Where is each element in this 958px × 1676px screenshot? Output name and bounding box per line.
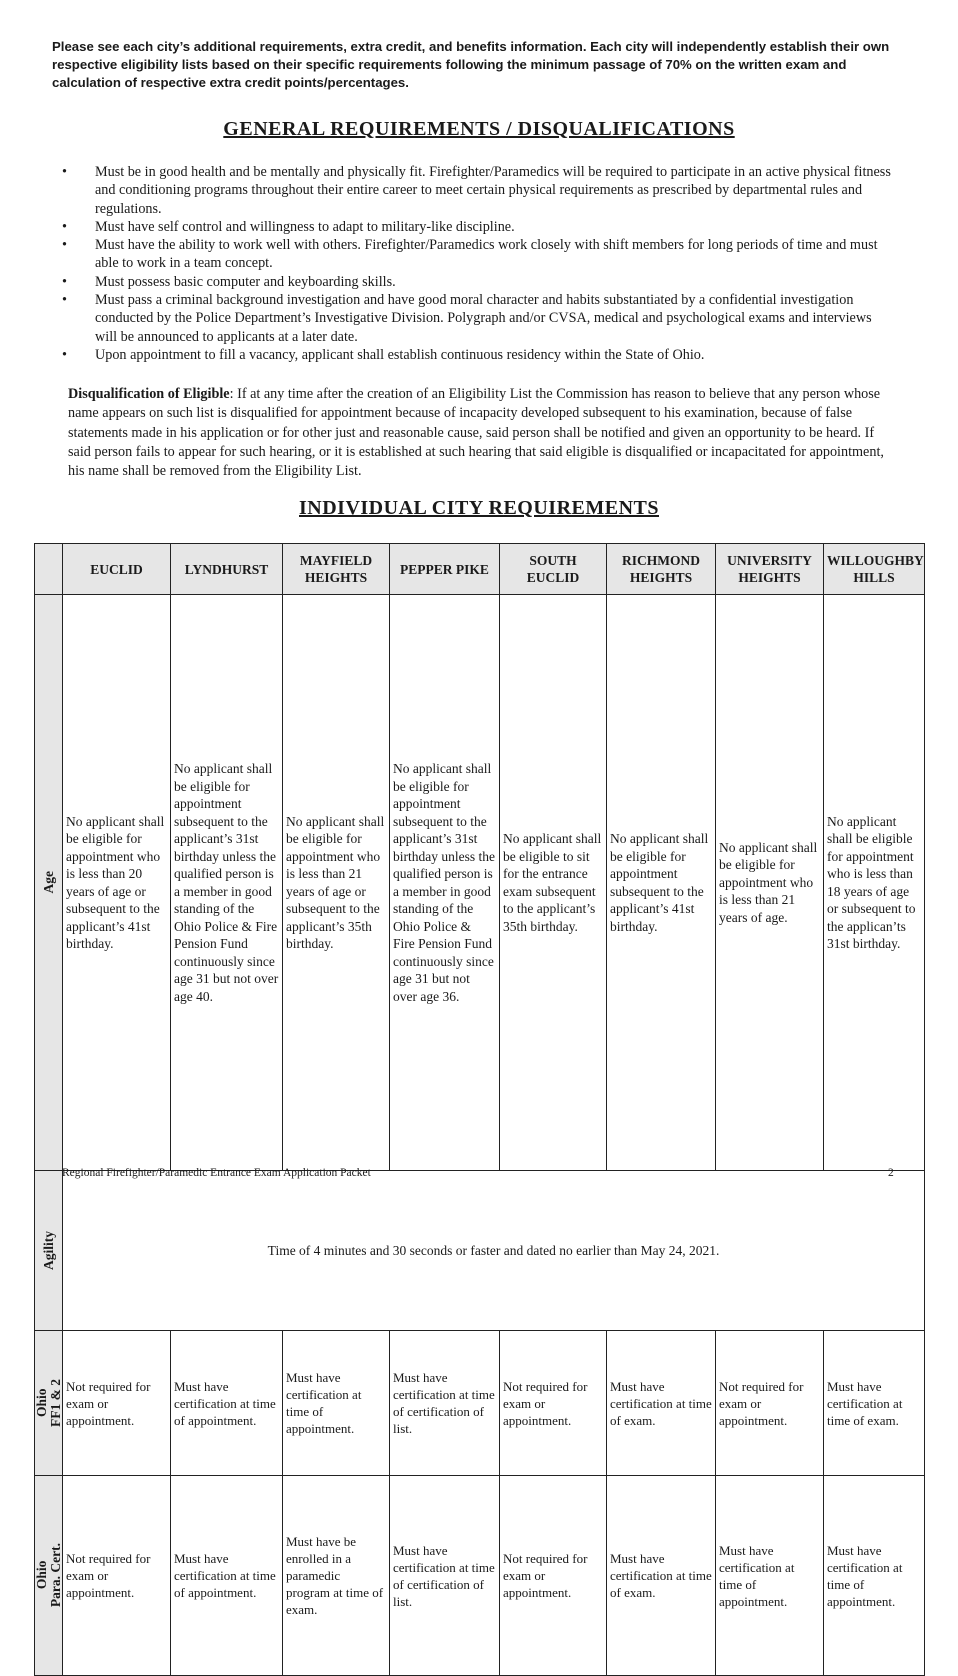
table-row [35, 1171, 925, 1331]
table-cell: Must have certification at time of appointment. [171, 1331, 283, 1476]
column-header: EUCLID [63, 544, 171, 595]
column-header: SOUTH EUCLID [500, 544, 607, 595]
table-cell: Not required for exam or appointment. [63, 1476, 171, 1676]
table-cell: Must have certification at time of appointment. [283, 1331, 390, 1476]
general-requirements-list [62, 163, 892, 364]
list-item: • Must have the ability to work well with others. Firefighter/Paramedics work closely with shift members for long periods of time and must able to work in a team concept. [62, 237, 878, 272]
column-header: WILLOUGHBY HILLS [824, 544, 925, 595]
row-header: Age [35, 595, 63, 1171]
table-cell: Must have certification at time of appointment. [716, 1476, 824, 1676]
table-cell: No applicant shall be eligible for appointment who is less than 20 years of age or subsequent to the applicant’s 41st birthday. [63, 595, 171, 1171]
city-requirements-table [34, 543, 925, 1676]
table-cell: Must have certification at time of exam. [607, 1476, 716, 1676]
table-cell: No applicant shall be eligible to sit for the entrance exam subsequent to the applicant’s 35th birthday. [500, 595, 607, 1171]
column-header: MAYFIELD HEIGHTS [283, 544, 390, 595]
bullet-icon: • [62, 346, 67, 363]
table-cell: No applicant shall be eligible for appointment who is less than 21 years of age or subsequent to the applicant’s 35th birthday. [283, 595, 390, 1171]
page-number: 2 [888, 1167, 894, 1179]
table-cell: Not required for exam or appointment. [716, 1331, 824, 1476]
column-header: RICHMOND HEIGHTS [607, 544, 716, 595]
table-cell: Must have certification at time of exam. [607, 1331, 716, 1476]
table-cell: Not required for exam or appointment. [500, 1331, 607, 1476]
table-cell: No applicant shall be eligible for appointment who is less than 21 years of age. [716, 595, 824, 1171]
table-cell: No applicant shall be eligible for appointment subsequent to the applicant’s 31st birthday unless the qualified person is a member in good standing of the Ohio Police & Fire Pension Fund continuously since age 31 but not over age 36. [390, 595, 500, 1171]
list-item: • Upon appointment to fill a vacancy, applicant shall establish continuous residency within the State of Ohio. [62, 346, 705, 363]
list-item: • Must possess basic computer and keyboarding skills. [62, 273, 396, 290]
table-row [35, 1476, 925, 1676]
table-cell: No applicant shall be eligible for appointment subsequent to the applicant’s 31st birthday unless the qualified person is a member in good standing of the Ohio Police & Fire Pension Fund continuously since age 31 but not over age 40. [171, 595, 283, 1171]
list-item: • Must be in good health and be mentally and physically fit. Firefighter/Paramedics will be required to participate in an active physical fitness and conditioning programs throughout their entire career to meet certain physical requirements as prescribed by departmental rules and regulations. [62, 164, 891, 217]
column-header: UNIVERSITY HEIGHTS [716, 544, 824, 595]
table-cell: Must have certification at time of certification of list. [390, 1331, 500, 1476]
table-cell: Must have certification at time of certification of list. [390, 1476, 500, 1676]
table-cell: Not required for exam or appointment. [63, 1331, 171, 1476]
column-header: PEPPER PIKE [390, 544, 500, 595]
row-header: Ohio Para. Cert. [35, 1476, 63, 1676]
table-cell: Must have certification at time of appointment. [171, 1476, 283, 1676]
column-header: LYNDHURST [171, 544, 283, 595]
bullet-icon: • [62, 164, 67, 180]
disqualification-label: Disqualification of Eligible [68, 386, 230, 402]
row-header: Agility [35, 1171, 63, 1331]
bullet-icon: • [62, 237, 67, 254]
disqualification-paragraph [68, 385, 896, 481]
table-cell: No applicant shall be eligible for appointment who is less than 18 years of age or subsequent to the applican’ts 31st birthday. [824, 595, 925, 1171]
disqualification-text: : If at any time after the creation of an Eligibility List the Commission has reason to believe that any person whose name appears on such list is disqualified for appointment because of incapacity developed subsequent to his examination, because of false statements made in his application or for other just and reasonable cause, said person shall be notified and given an opportunity to be heard. If said person fails to appear for such hearing, or it is established at such hearing that said eligible is disqualified or incapacitated for appointment, his name shall be removed from the Eligibility List. [68, 386, 884, 480]
table-cell: Must have certification at time of appointment. [824, 1476, 925, 1676]
row-header: Ohio FF1 & 2 [35, 1331, 63, 1476]
table-cell: Not required for exam or appointment. [500, 1476, 607, 1676]
table-cell: Must have be enrolled in a paramedic program at time of exam. [283, 1476, 390, 1676]
list-item: • Must pass a criminal background investigation and have good moral character and habits substantiated by a confidential investigation conducted by the Police Department’s Investigative Division. Polygraph and/or CVSA, medical and psychological exams and interviews will be announced to applicants at a later date. [62, 292, 872, 345]
table-cell: Must have certification at time of exam. [824, 1331, 925, 1476]
list-item: • Must have self control and willingness to adapt to military-like discipline. [62, 218, 515, 235]
footer-text: Regional Firefighter/Paramedic Entrance Exam Application Packet [62, 1167, 371, 1179]
bullet-icon: • [62, 273, 67, 290]
table-cell: Time of 4 minutes and 30 seconds or faster and dated no earlier than May 24, 2021. [63, 1171, 925, 1331]
bullet-icon: • [62, 292, 67, 309]
bullet-icon: • [62, 218, 67, 235]
table-row [35, 595, 925, 1171]
individual-requirements-heading: INDIVIDUAL CITY REQUIREMENTS [299, 497, 659, 519]
table-row [35, 1331, 925, 1476]
intro-paragraph: Please see each city’s additional requirements, extra credit, and benefits information. Each city will independently establish their own respective eligibility lists based on their specific requirements following the minimum passage of 70% on the written exam and calculation of respective extra credit points/percentages. [52, 39, 890, 90]
corner-cell [35, 544, 63, 595]
general-requirements-heading: GENERAL REQUIREMENTS / DISQUALIFICATIONS [223, 118, 735, 140]
table-cell: No applicant shall be eligible for appointment subsequent to the applicant’s 41st birthday. [607, 595, 716, 1171]
